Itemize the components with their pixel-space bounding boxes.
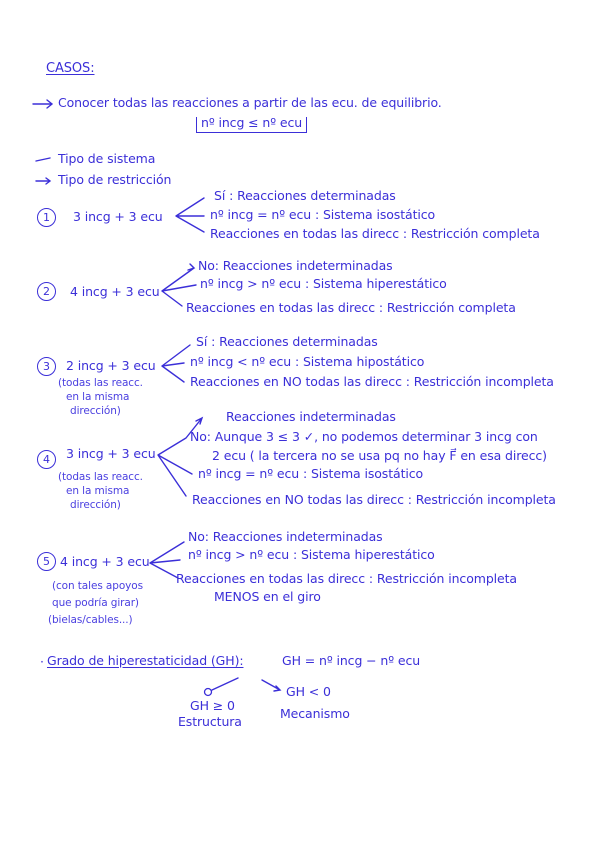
case-number-badge: 4 [37, 450, 56, 469]
case-branch: Reacciones en todas las direcc : Restricción completa [186, 300, 516, 315]
case-branch: MENOS en el giro [214, 589, 321, 604]
gh-right-arrow-icon [262, 680, 280, 691]
case-label: 2 incg + 3 ecu [66, 358, 156, 373]
gh-right-value: GH < 0 [286, 684, 331, 699]
case1-brace-icon [176, 198, 204, 232]
page-title: CASOS: [46, 61, 95, 76]
gh-right-label: Mecanismo [280, 706, 350, 721]
case-note-line: dirección) [70, 405, 121, 417]
case-branch: Reacciones indeterminadas [226, 409, 396, 424]
case-branch: nº incg = nº ecu : Sistema isostático [210, 207, 436, 222]
gh-heading: Grado de hiperestaticidad (GH): [47, 653, 244, 668]
case-branch: Sí : Reacciones determinadas [214, 188, 396, 203]
case-note-line: (bielas/cables...) [48, 614, 133, 626]
gh-bullet: · [40, 654, 44, 669]
bullet-restriction-type: Tipo de restricción [58, 172, 172, 187]
case-branch: No: Aunque 3 ≤ 3 ✓, no podemos determinar 3 incg con [190, 429, 538, 444]
bullet-arrow-icon [36, 178, 50, 184]
case-note-line: en la misma [66, 391, 130, 403]
case-note-line: en la misma [66, 485, 130, 497]
case-note-line: (con tales apoyos [52, 580, 143, 592]
case-branch: No: Reacciones indeterminadas [198, 258, 393, 273]
case-branch: nº incg = nº ecu : Sistema isostático [198, 466, 424, 481]
intro-text: Conocer todas las reacciones a partir de las ecu. de equilibrio. [58, 95, 442, 110]
case-note-line: que podría girar) [52, 597, 139, 609]
case-label: 3 incg + 3 ecu [73, 209, 163, 224]
gh-left-label: Estructura [178, 714, 242, 729]
bullet-dash-icon [36, 158, 50, 161]
case-number-badge: 5 [37, 552, 56, 571]
intro-boxed-formula: nº incg ≤ nº ecu [196, 117, 307, 133]
case-label: 4 incg + 3 ecu [70, 284, 160, 299]
case-number-badge: 3 [37, 357, 56, 376]
case-number-badge: 2 [37, 282, 56, 301]
intro-arrow-icon [33, 100, 52, 108]
case-branch: Reacciones en todas las direcc : Restricción incompleta [176, 571, 517, 586]
case-label: 4 incg + 3 ecu [60, 554, 150, 569]
case-branch: nº incg < nº ecu : Sistema hipostático [190, 354, 425, 369]
case-note-line: (todas las reacc. [58, 471, 143, 483]
gh-left-value: GH ≥ 0 [190, 698, 235, 713]
case3-brace-icon [162, 345, 190, 382]
case-branch: No: Reacciones indeterminadas [188, 529, 383, 544]
case-note-line: (todas las reacc. [58, 377, 143, 389]
gh-left-arrow-icon [212, 678, 238, 690]
case-branch: Reacciones en todas las direcc : Restricción completa [210, 226, 540, 241]
case-note-line: dirección) [70, 499, 121, 511]
gh-left-node-icon [205, 689, 212, 696]
case-branch: nº incg > nº ecu : Sistema hiperestático [200, 276, 447, 291]
case-branch: nº incg > nº ecu : Sistema hiperestático [188, 547, 435, 562]
case-branch: Sí : Reacciones determinadas [196, 334, 378, 349]
case-branch: Reacciones en NO todas las direcc : Restricción incompleta [190, 374, 554, 389]
case-label: 3 incg + 3 ecu [66, 446, 156, 461]
case-number-badge: 1 [37, 208, 56, 227]
bullet-system-type: Tipo de sistema [58, 151, 156, 166]
case-branch: Reacciones en NO todas las direcc : Restricción incompleta [192, 492, 556, 507]
case-branch: 2 ecu ( la tercera no se usa pq no hay F⃗ en esa direcc) [212, 448, 547, 463]
gh-formula: GH = nº incg − nº ecu [282, 653, 421, 668]
